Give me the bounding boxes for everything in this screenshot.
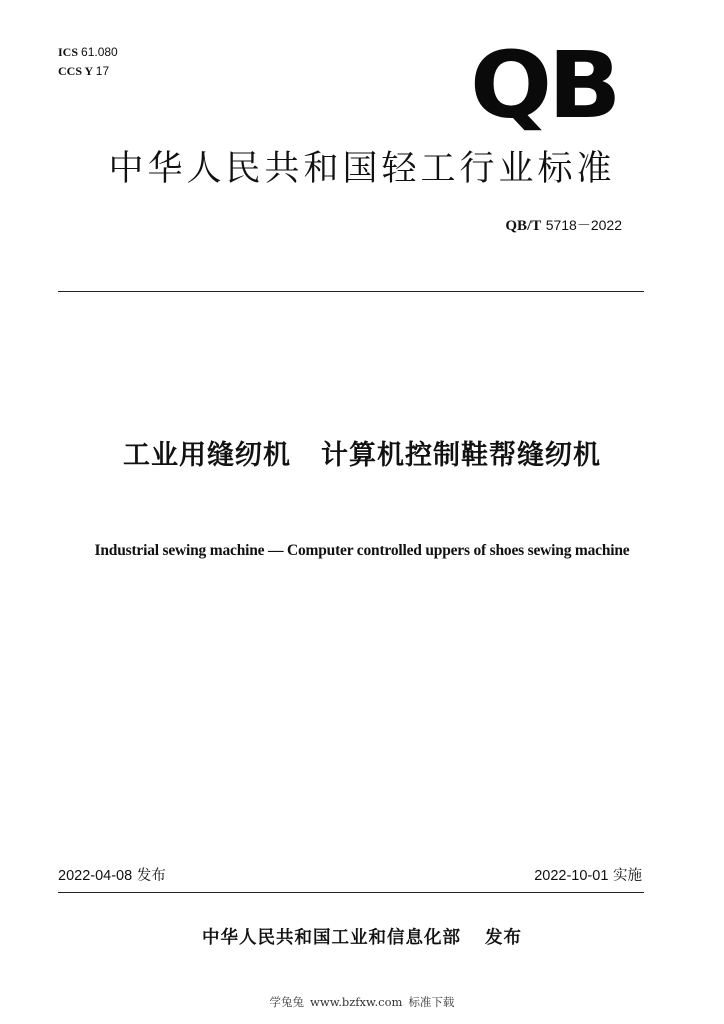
- document-title-en: Industrial sewing machine — Computer controlled uppers of shoes sewing machine: [94, 542, 630, 559]
- publisher-line: [0, 926, 724, 950]
- ics-label: ICS: [58, 45, 79, 59]
- issue-date-line: [58, 866, 166, 886]
- ccs-label: CCS Y: [58, 64, 93, 78]
- ics-code: [58, 44, 118, 60]
- effective-label: 实施: [613, 868, 642, 884]
- issue-label: 发布: [136, 868, 166, 884]
- publisher-name: 中华人民共和国工业和信息化部: [202, 928, 461, 948]
- issue-date: 2022-04-08: [58, 868, 133, 884]
- ics-value: 61.080: [81, 45, 118, 59]
- publisher-action: 发布: [485, 928, 522, 948]
- footer-divider: [58, 892, 644, 893]
- effective-date: 2022-10-01: [534, 868, 609, 884]
- document-title-cn-part1: 工业用缝纫机: [123, 440, 291, 471]
- footer-site-url[interactable]: www.bzfxw.com: [310, 995, 403, 1009]
- ccs-value: 17: [95, 64, 110, 78]
- document-title-cn: [0, 436, 724, 476]
- footer-tagline: 标准下载: [408, 995, 455, 1009]
- effective-date-line: [534, 866, 642, 886]
- standard-code: [505, 216, 622, 235]
- standard-code-number: 5718－2022: [545, 217, 622, 233]
- footer-site-name: 学兔兔: [269, 995, 305, 1009]
- header-divider: [58, 291, 644, 292]
- standard-code-prefix: QB/T: [505, 218, 542, 234]
- qb-logo: QB: [470, 32, 618, 139]
- standard-org-title: 中华人民共和国轻工行业标准: [108, 149, 616, 189]
- document-title-cn-part2: 计算机控制鞋帮缝纫机: [321, 440, 601, 471]
- site-footer: [0, 994, 724, 1010]
- ccs-code: [58, 63, 109, 79]
